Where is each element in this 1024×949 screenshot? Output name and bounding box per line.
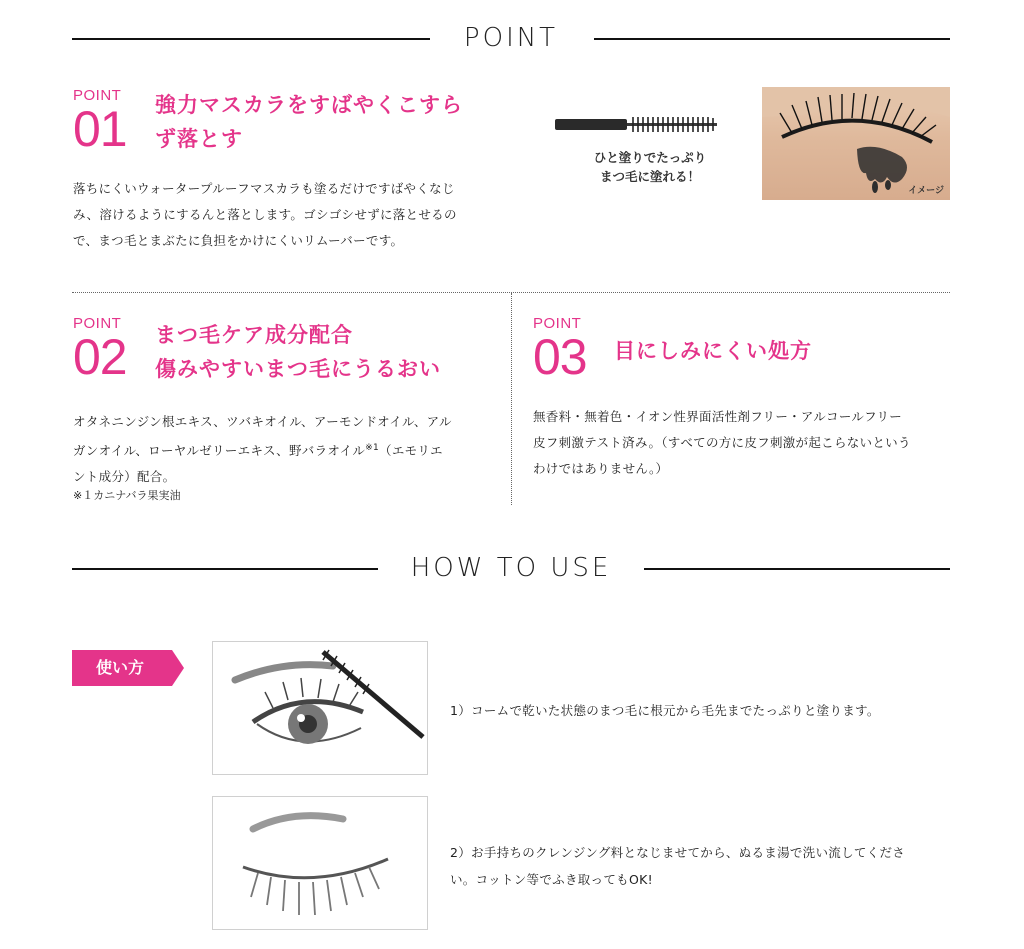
point-02-body-line2-text: ガンオイル、ローヤルゼリーエキス、野バラオイル — [73, 443, 366, 459]
howto-badge — [72, 650, 184, 686]
point-03-body-line: わけではありません。） — [533, 461, 669, 476]
point-02-body-line — [73, 435, 452, 464]
point-01-body-line: で、まつ毛とまぶたに負担をかけにくいリムーバーです。 — [73, 233, 404, 248]
footnote-marker: ※1 — [365, 443, 380, 453]
point-02-body — [73, 409, 452, 490]
step-2-line: 2）お手持ちのクレンジング料となじませてから、ぬるま湯で洗い流してくださ — [450, 845, 906, 860]
step-2-line: い。コットン等でふき取ってもOK! — [450, 872, 653, 887]
point-02-title — [155, 318, 441, 386]
point-03-title-line1: 目にしみにくい処方 — [614, 339, 812, 363]
step-2-illustration — [212, 796, 428, 930]
eye-applying-mascara-illustration — [213, 642, 428, 775]
point-number: 01 — [73, 101, 127, 157]
point-02-title-line1: まつ毛ケア成分配合 — [155, 323, 353, 347]
eye-photo — [762, 87, 950, 200]
point-word: POINT — [73, 315, 122, 332]
mascara-brush-image — [555, 115, 720, 135]
dotted-divider-vertical — [511, 293, 512, 505]
point-01-body-line: み、溶けるようにするんと落とします。ゴシゴシせずに落とせるの — [73, 207, 457, 222]
point-number: 03 — [533, 329, 587, 385]
point-03-label — [533, 315, 587, 385]
point-02-title-line2: 傷みやすいまつ毛にうるおい — [155, 357, 441, 381]
eye-photo-caption: イメージ — [908, 186, 944, 196]
step-1-illustration — [212, 641, 428, 775]
point-03-body-line: 皮フ刺激テスト済み。（すべての方に皮フ刺激が起こらないという — [533, 435, 911, 450]
point-02-body-line: オタネニンジン根エキス、ツバキオイル、アーモンドオイル、アル — [73, 414, 452, 429]
howto-badge-label: 使い方 — [95, 658, 144, 677]
point-03-title — [614, 334, 812, 368]
step-1-text — [450, 697, 880, 724]
closed-eye-illustration — [213, 797, 428, 930]
point-01-title-line2: ず落とす — [155, 127, 243, 151]
step-2-text — [450, 839, 905, 893]
point-02-footnote: ※１カニナバラ果実油 — [73, 489, 181, 502]
point-number: 02 — [73, 329, 127, 385]
brush-caption-line1: ひと塗りでたっぷり — [593, 150, 707, 165]
section-title-point: POINT — [463, 23, 559, 53]
point-03-body — [533, 404, 911, 482]
point-03-body-line: 無香料・無着色・イオン性界面活性剤フリー・アルコールフリー — [533, 409, 903, 424]
point-01-body — [73, 176, 457, 254]
point-01-title — [155, 88, 463, 156]
point-01-label — [73, 87, 127, 157]
point-02-body-line2-tail: （エモリエ — [379, 443, 443, 459]
point-section-heading — [72, 18, 950, 58]
brush-caption — [580, 148, 720, 186]
section-title-howto: HOW TO USE — [410, 553, 612, 583]
point-01-title-line1: 強力マスカラをすばやくこすら — [155, 93, 463, 117]
howto-section-heading — [72, 548, 950, 588]
point-word: POINT — [533, 315, 582, 332]
point-02-label — [73, 315, 127, 385]
point-word: POINT — [73, 87, 122, 104]
point-02-body-line: ント成分）配合。 — [73, 469, 176, 485]
step-1-line: 1）コームで乾いた状態のまつ毛に根元から毛先までたっぷりと塗ります。 — [450, 703, 880, 718]
brush-caption-line2: まつ毛に塗れる！ — [599, 169, 700, 184]
point-01-body-line: 落ちにくいウォータープルーフマスカラも塗るだけですばやくなじ — [73, 181, 455, 196]
